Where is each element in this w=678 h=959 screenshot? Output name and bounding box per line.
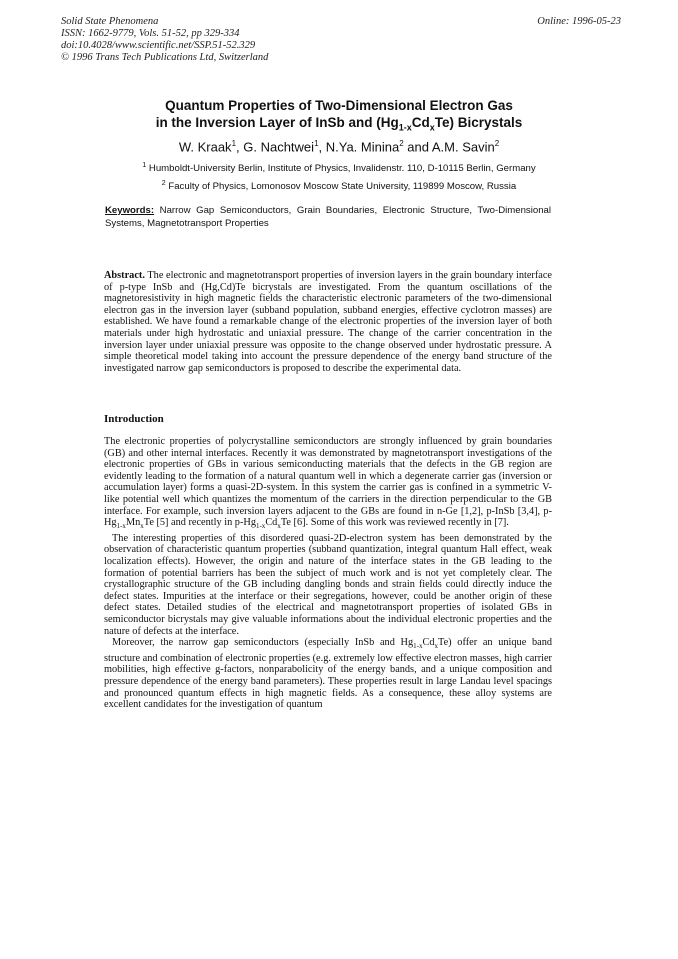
doi-link[interactable]: doi:10.4028/www.scientific.net/SSP.51-52.329 xyxy=(61,40,256,51)
author-list: W. Kraak$^1$, G. Nachtwei$^1$, N.Ya. Minina$^2$ and A.M. Savin$^2$ xyxy=(178,139,500,155)
online-date: Online: 1996-05-23 xyxy=(537,16,621,27)
author: A.M. Savin xyxy=(431,139,495,155)
title-line-1: Quantum Properties of Two-Dimensional Electron Gas xyxy=(165,98,513,113)
keywords-text: Narrow Gap Semiconductors, Grain Boundaries, Electronic Structure, Two-Dimensional Systems, Magnetotransport Properties xyxy=(105,205,551,229)
author: W. Kraak xyxy=(178,139,232,155)
journal-name: Solid State Phenomena xyxy=(61,16,159,27)
abstract xyxy=(104,270,552,374)
keywords-label: Keywords: xyxy=(105,205,155,216)
paragraph: The interesting properties of this disordered quasi-2D-electron system has been demonstrated by the observation of characteristic quantum properties (subband quantization, integral quantum Hall effect, weak localization effects). However, the origin and nature of the interface states in the GB leading to the formation of potential barriers has been the subject of much work and is not yet completely clear. The crystallographic structure of the GB including dangling bonds and strain fields could directly induce the defect states. Impurities at the interface or their segregations, however, could be another origin of these defect states. Detailed studies of the electrical and magnetotransport properties of isolated GBs in semiconductor bicrystals may give valuable informations about the individual electronic properties and the nature of defects at the interface. xyxy=(104,532,552,637)
title-line-2: in the Inversion Layer of InSb and $(Hg_{1-x}Cd_xTe)$ Bicrystals xyxy=(155,115,523,133)
paragraph: The electronic properties of polycrystalline semiconductors are strongly influenced by grain boundaries (GB) and other internal interfaces. Recently it was demonstrated by magnetotransport investigations of the electronic properties of GBs in various semiconducting materials that the defects in the GB region are evidently leading to the formation of a natural quantum well in which a degenerate carrier gas (inversion or accumulation layer) forms a quasi-2D-system. In this system the carrier gas is confined in a symmetric V-like potential well which quantizes the momentum of the carriers in the direction perpendicular to the GB interface. For example, such inversion layers adjacent to the GBs are found in n-Ge [1,2], p-InSb [3,4], $p-Hg_{1-x}Mn_xTe$ [5] and recently in $p-Hg_{1-x}Cd_xTe$ [6]. Some of this work was reviewed recently in [7]. xyxy=(104,436,552,531)
keywords xyxy=(105,204,551,230)
paragraph: Moreover, the narrow gap semiconductors (especially InSb and $Hg_{1-x}Cd_xTe$) offer an unique band structure and combination of electronic properties (e.g. extremely low effective electron masses, high carrier mobilities, high effective g-factors, nonparabolicity of the energy bands, and a unique composition and pressure dependence of the energy band parameters). These properties result in large Landau level spacings and pronounced quantum effects in high magnetic fields. As a consequence, these alloy systems are excellent candidates for the investigation of quantum xyxy=(104,637,553,711)
journal-header xyxy=(61,16,268,64)
issn-line: ISSN: 1662-9779, Vols. 51-52, pp 329-334 xyxy=(61,28,240,39)
introduction-body xyxy=(104,436,552,711)
affiliation-2: $^2$ Faculty of Physics, Lomonosov Moscow State University, 119899 Moscow, Russia xyxy=(161,180,517,193)
author: G. Nachtwei xyxy=(243,139,315,155)
affiliation-1: $^1$ Humboldt-University Berlin, Institute of Physics, Invalidenstr. 110, D-10115 Berlin, Germany xyxy=(142,162,536,175)
abstract-text: The electronic and magnetotransport properties of inversion layers in the grain boundary interface of p-type InSb and (Hg,Cd)Te bicrystals are investigated. From the quantum oscillations of the magnetoresistivity in high magnetic fields the characteristic electronic parameters of the two-dimensional electron gas in the inversion layer (subband population, subband energies, effective cyclotron masses) are established. We have found a remarkable change of the electronic properties of the inversion layer of both materials under high hydrostatic and uniaxial pressure. The change of the carrier concentration in the inversion layer under uniaxial pressure was opposite to the change observed under hydrostatic pressure. A simple theoretical model taking into account the pressure dependence of the energy band structure of the investigated narrow gap semiconductors is proposed to describe the experimental data. xyxy=(104,270,552,374)
paper-title xyxy=(0,97,678,137)
abstract-label: Abstract. xyxy=(104,270,145,281)
section-heading-introduction: Introduction xyxy=(104,413,164,425)
copyright-line: © 1996 Trans Tech Publications Ltd, Switzerland xyxy=(61,52,269,63)
author: N.Ya. Minina xyxy=(325,139,400,155)
